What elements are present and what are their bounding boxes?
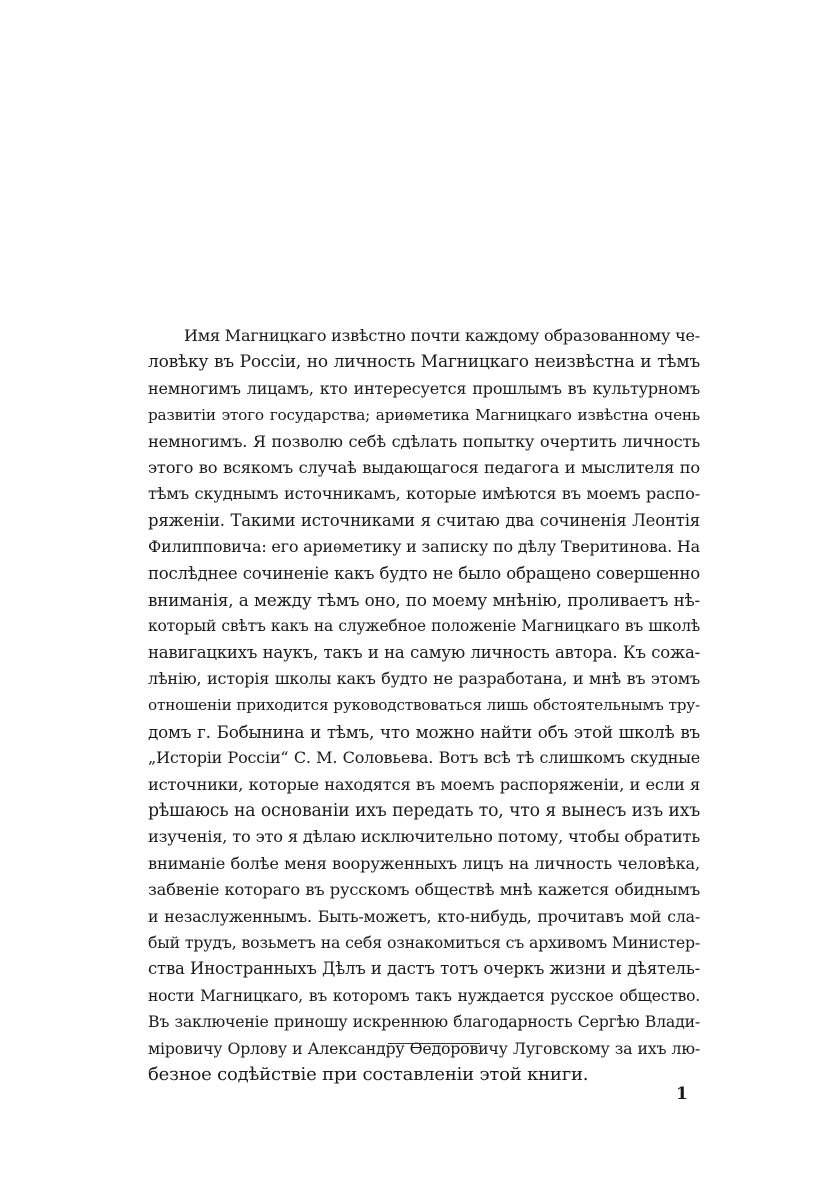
text-line: лѣнію, исторія школы какъ будто не разработана, и мнѣ въ этомъ — [148, 669, 700, 689]
text-line: вниманіе болѣе меня вооруженныхъ лицъ на личность человѣка, — [148, 853, 700, 873]
page-number: 1 — [676, 1084, 688, 1104]
text-line: безное содѣйствіе при составленіи этой книги. — [148, 1063, 589, 1085]
text-line: который свѣтъ какъ на служебное положеніе Магницкаго въ школѣ — [148, 617, 700, 636]
text-line: забвеніе котораго въ русскомъ обществѣ мнѣ кажется обиднымъ — [148, 880, 700, 900]
text-line: немногимъ. Я позволю себѣ сдѣлать попытку очертить личность — [148, 431, 700, 451]
text-line: изученія, то это я дѣлаю исключительно потому, чтобы обратить — [148, 827, 700, 847]
text-line: Филипповича: его ариѳметику и записку по дѣлу Тверитинова. На — [148, 537, 701, 557]
text-line: рѣшаюсь на основаніи ихъ передать то, что я вынесъ изъ ихъ — [148, 801, 700, 822]
text-line: ряженіи. Такими источниками я считаю два сочиненія Леонтія — [148, 510, 700, 530]
text-line: ловѣку въ Россіи, но личность Магницкаго неизвѣстна и тѣмъ — [148, 352, 700, 373]
text-line: міровичу Орлову и Александру Ѳедоровичу Луговскому за ихъ лю- — [148, 1038, 700, 1058]
text-line: источники, которые находятся въ моемъ распоряженіи, и если я — [148, 774, 700, 794]
text-line: Имя Магницкаго извѣстно почти каждому образованному че- — [184, 326, 700, 345]
text-line: домъ г. Бобынина и тѣмъ, что можно найти объ этой школѣ въ — [148, 721, 700, 742]
text-line: ности Магницкаго, въ которомъ такъ нуждается русское общество. — [148, 986, 700, 1005]
text-line: „Исторіи Россіи“ С. М. Соловьева. Вотъ всѣ тѣ слишкомъ скудные — [148, 748, 700, 768]
text-line: ства Иностранныхъ Дѣлъ и дастъ тотъ очеркъ жизни и дѣятель- — [148, 959, 700, 979]
text-line: бый трудъ, возьметъ на себя ознакомиться съ архивомъ Министер- — [148, 932, 700, 952]
preface-paragraph — [148, 323, 700, 1088]
text-line: Въ заключеніе приношу искреннюю благодарность Сергѣю Влади- — [148, 1012, 700, 1032]
text-line: тѣмъ скуднымъ источникамъ, которые имѣются въ моемъ распо- — [148, 484, 700, 504]
text-line: послѣднее сочиненіе какъ будто не было обращено совершенно — [148, 563, 700, 583]
text-line: отношеніи приходится руководствоваться лишь обстоятельнымъ тру- — [148, 696, 700, 715]
text-line: навигацкихъ наукъ, такъ и на самую личность автора. Къ сожа- — [148, 642, 700, 662]
text-line: вниманія, а между тѣмъ оно, по моему мнѣнію, проливаетъ нѣ- — [148, 589, 700, 610]
text-line: немногимъ лицамъ, кто интересуется прошлымъ въ культурномъ — [148, 378, 700, 398]
text-line: и незаслуженнымъ. Быть-можетъ, кто-нибудь, прочитавъ мой сла- — [148, 906, 700, 926]
text-line: этого во всякомъ случаѣ выдающагося педагога и мыслителя по — [148, 457, 700, 477]
text-line: развитіи этого государства; ариѳметика Магницкаго извѣстна очень — [148, 406, 700, 425]
section-divider — [388, 1043, 480, 1044]
